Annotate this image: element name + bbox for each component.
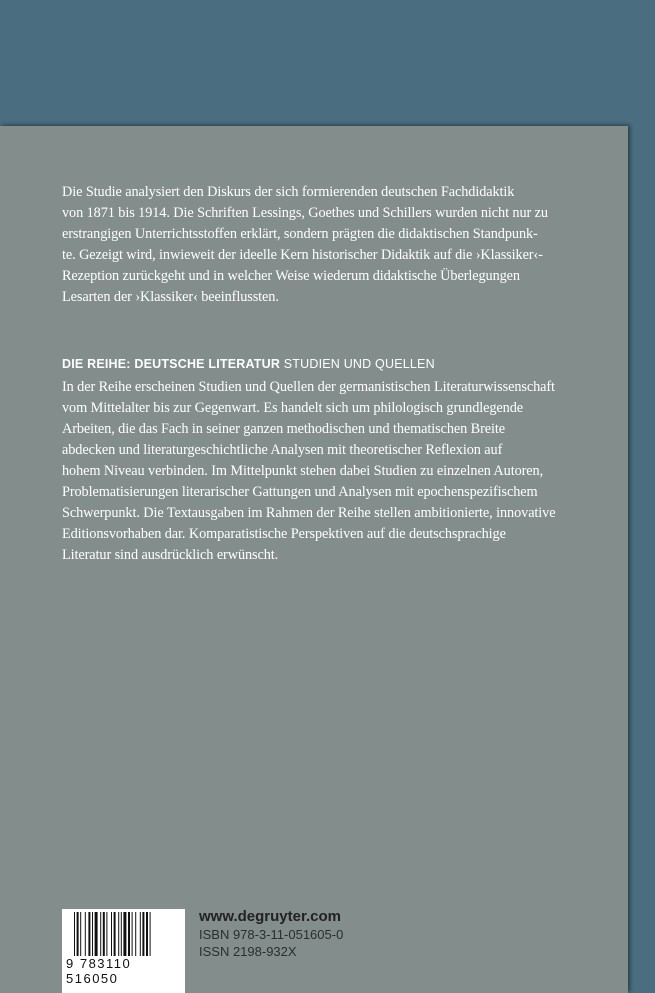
text-line: te. Gezeigt wird, inwieweit der ideelle Kern historischer Didaktik auf die ›Klassiker‹- bbox=[62, 247, 543, 263]
series-heading bbox=[62, 357, 435, 371]
barcode bbox=[62, 909, 185, 993]
text-line: Problematisierungen literarischer Gattungen und Analysen mit epochenspezifischem bbox=[62, 484, 538, 500]
back-cover-panel bbox=[0, 126, 628, 993]
series-title: DIE REIHE: DEUTSCHE LITERATUR bbox=[62, 357, 281, 371]
barcode-number: 9 783110 516050 bbox=[65, 956, 185, 986]
text-line: hohem Niveau verbinden. Im Mittelpunkt stehen dabei Studien zu einzelnen Autoren, bbox=[62, 463, 544, 479]
text-line: Literatur sind ausdrücklich erwünscht. bbox=[62, 547, 279, 563]
text-line: Editionsvorhaben dar. Komparatistische Perspektiven auf die deutschsprachige bbox=[62, 526, 506, 542]
text-line: vom Mittelalter bis zur Gegenwart. Es handelt sich um philologisch grundlegende bbox=[62, 400, 524, 416]
text-line: erstrangigen Unterrichtsstoffen erklärt, sondern prägten die didaktischen Standpunk- bbox=[62, 226, 538, 242]
description-paragraph bbox=[62, 182, 548, 308]
text-line: abdecken und literaturgeschichtliche Analysen mit theoretischer Reflexion auf bbox=[62, 442, 503, 458]
publisher-url[interactable]: www.degruyter.com bbox=[199, 908, 341, 925]
series-subtitle: STUDIEN UND QUELLEN bbox=[280, 357, 435, 371]
text-line: In der Reihe erscheinen Studien und Quellen der germanistischen Literaturwissenschaft bbox=[62, 379, 555, 395]
text-line: Schwerpunkt. Die Textausgaben im Rahmen der Reihe stellen ambitionierte, innovative bbox=[62, 505, 556, 521]
series-paragraph bbox=[62, 377, 555, 566]
text-line: Rezeption zurückgeht und in welcher Weise wiederum didaktische Überlegungen bbox=[62, 268, 520, 284]
issn: ISSN 2198-932X bbox=[199, 944, 297, 959]
text-line: Lesarten der ›Klassiker‹ beeinflussten. bbox=[62, 289, 279, 305]
text-line: von 1871 bis 1914. Die Schriften Lessings, Goethes und Schillers wurden nicht nur zu bbox=[62, 205, 548, 221]
text-line: Die Studie analysiert den Diskurs der sich formierenden deutschen Fachdidaktik bbox=[62, 184, 515, 200]
publisher-info bbox=[199, 907, 343, 960]
text-line: Arbeiten, die das Fach in seiner ganzen methodischen und thematischen Breite bbox=[62, 421, 506, 437]
isbn: ISBN 978-3-11-051605-0 bbox=[199, 927, 344, 942]
